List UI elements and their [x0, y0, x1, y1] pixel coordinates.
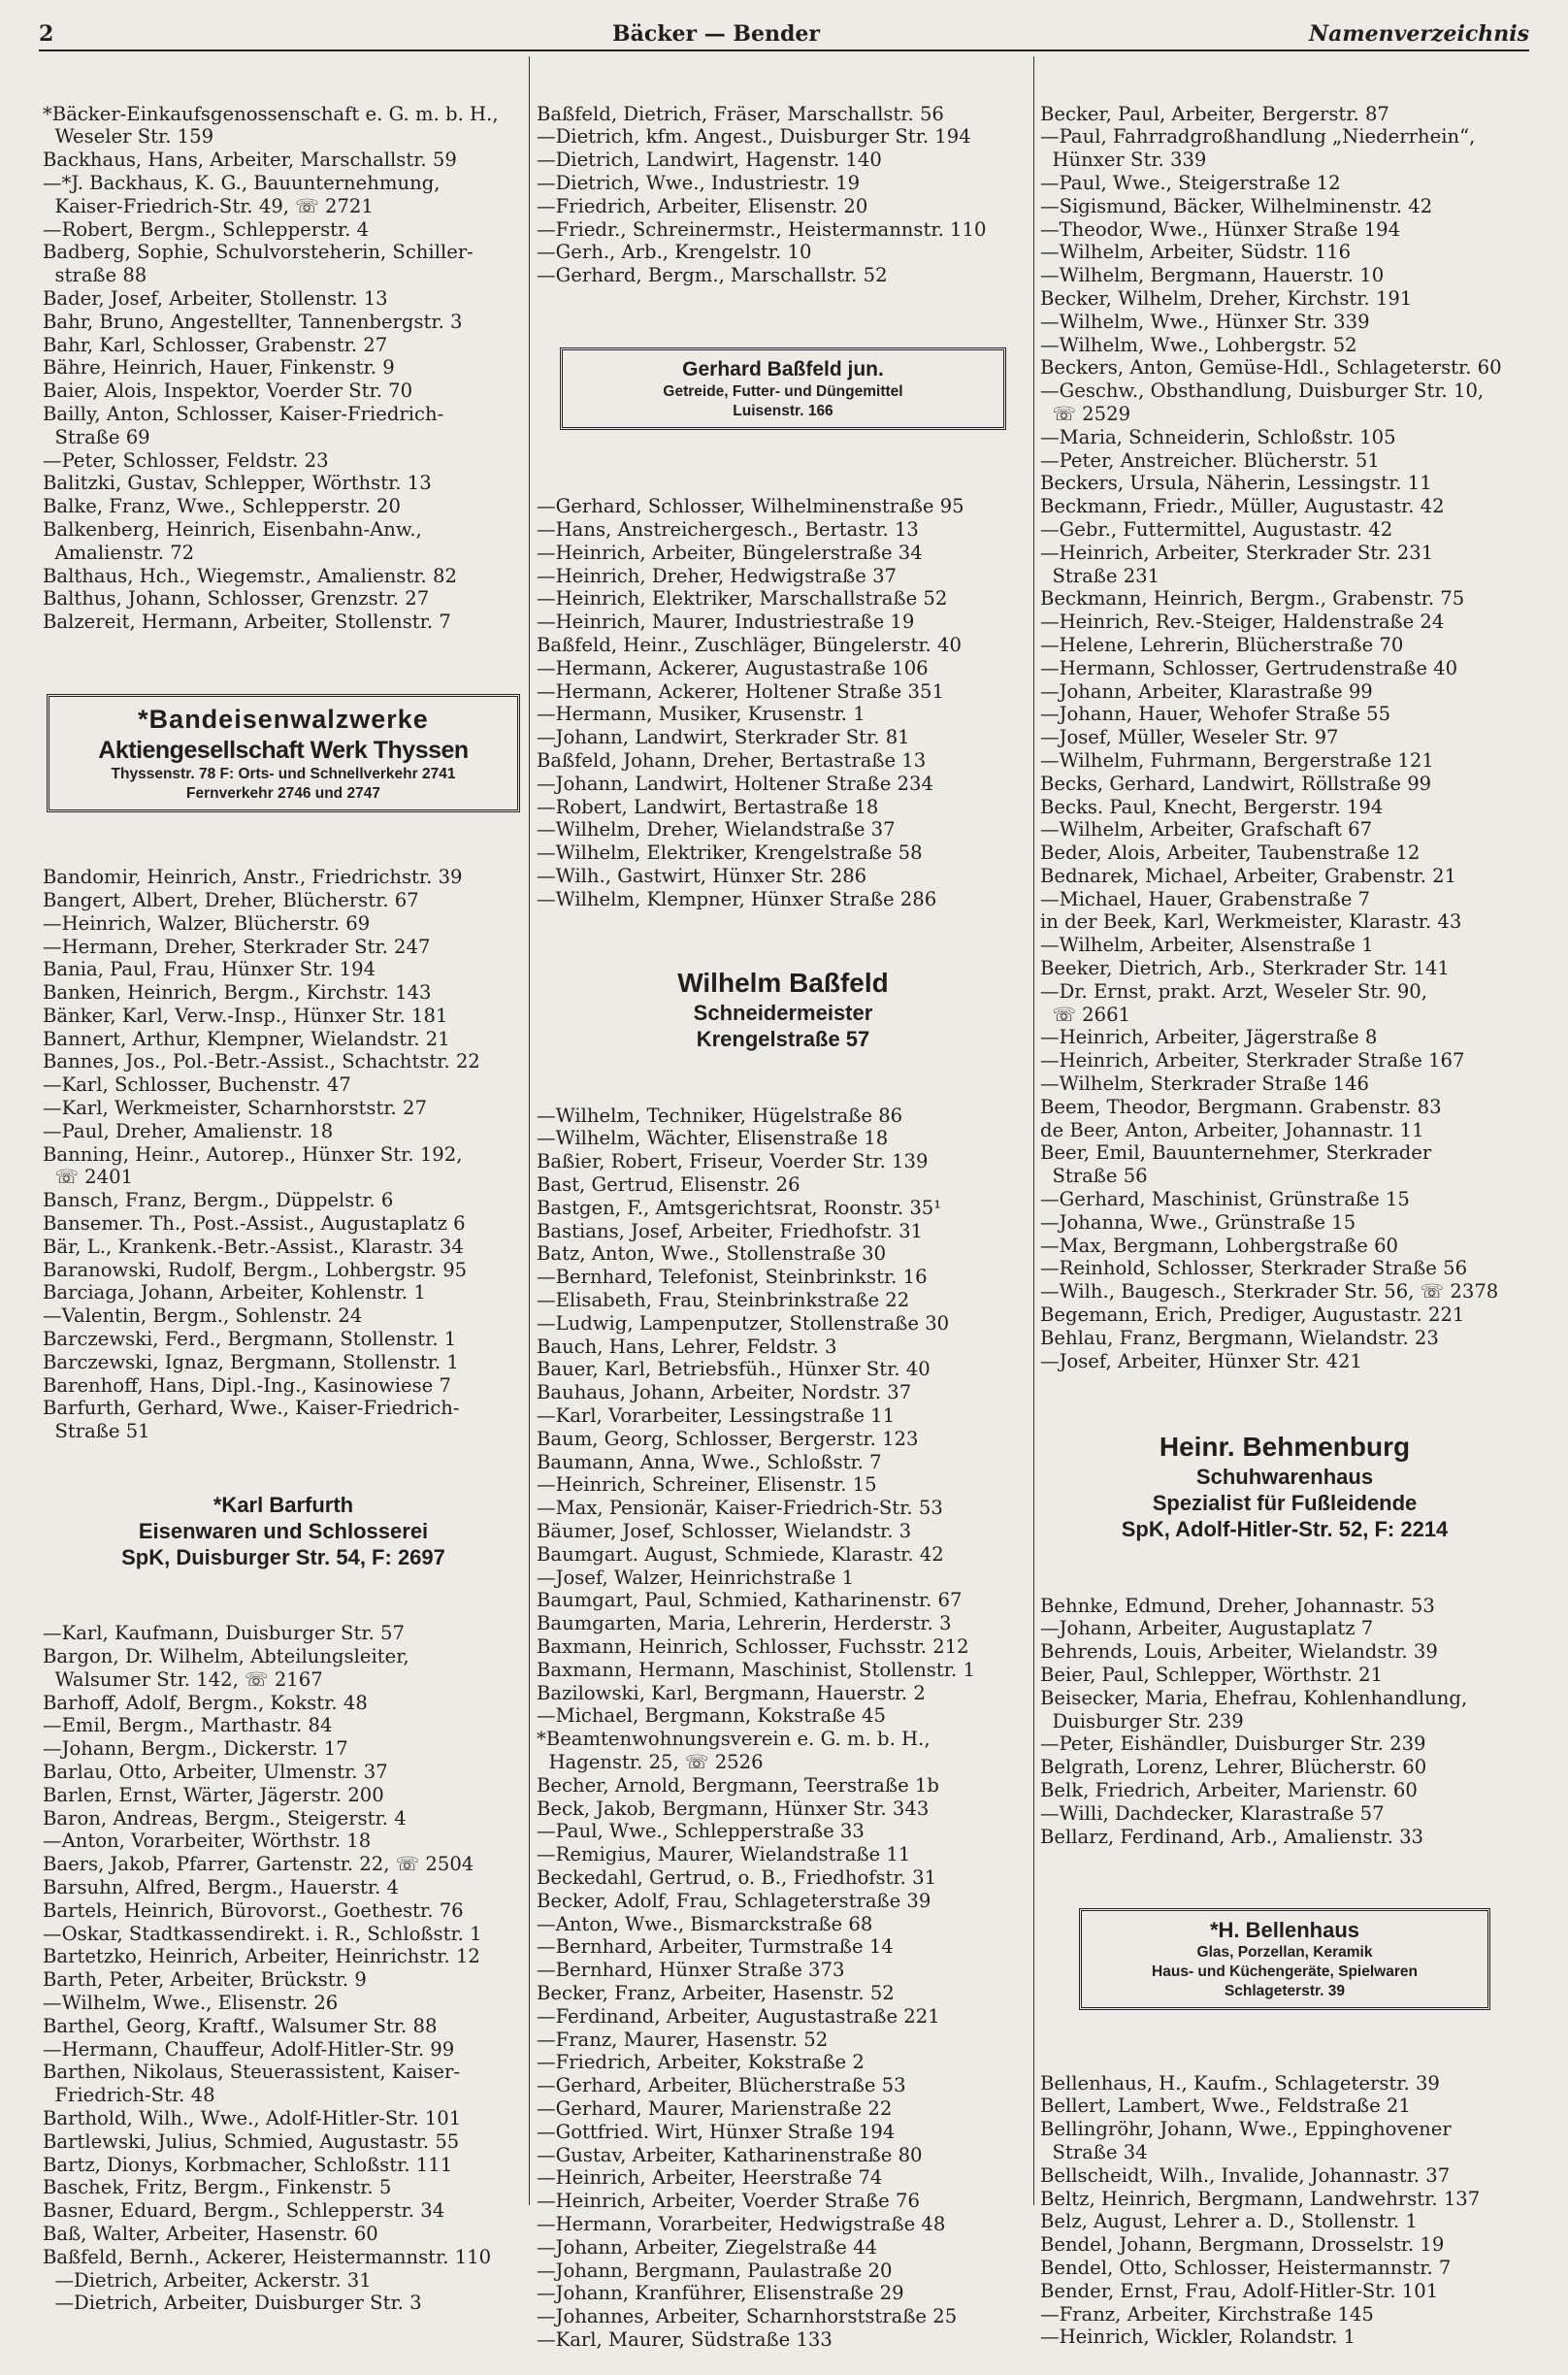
- list-item: Baßfeld, Dietrich, Fräser, Marschallstr. 56: [537, 102, 944, 125]
- list-item: —Hermann, Dreher, Sterkrader Str. 247: [43, 935, 431, 958]
- list-item: Baumgart, Paul, Schmied, Katharinenstr. 67: [537, 1589, 963, 1612]
- list-group: [1040, 2072, 1529, 2350]
- list-item: Balthaus, Hch., Wiegemstr., Amalienstr. 82: [43, 564, 457, 587]
- ad-line: Thyssenstr. 78 F: Orts- und Schnellverkehr 2741: [111, 765, 456, 782]
- list-item: —Helene, Lehrerin, Blücherstraße 70: [1040, 633, 1404, 656]
- list-item: Bahr, Bruno, Angestellter, Tannenbergstr. 3: [43, 310, 463, 333]
- list-item: Bednarek, Michael, Arbeiter, Grabenstr. 21: [1040, 864, 1457, 887]
- list-item: —Elisabeth, Frau, Steinbrinkstraße 22: [537, 1289, 910, 1312]
- list-item: ☏ 2661: [1040, 1003, 1131, 1026]
- list-item: —Michael, Bergmann, Kokstraße 45: [537, 1704, 886, 1728]
- list-item: —Karl, Schlosser, Buchenstr. 47: [43, 1073, 351, 1097]
- list-item: —Heinrich, Arbeiter, Heerstraße 74: [537, 2166, 883, 2190]
- list-item: —Bernhard, Arbeiter, Turmstraße 14: [537, 1935, 894, 1959]
- list-item: —Peter, Eishändler, Duisburger Str. 239: [1040, 1732, 1426, 1756]
- list-item: —Bernhard, Hünxer Straße 373: [537, 1959, 845, 1982]
- section-title: Bäcker — Bender: [612, 21, 820, 47]
- list-item: —Johanna, Wwe., Grünstraße 15: [1040, 1210, 1356, 1234]
- list-item: Bellingröhr, Johann, Wwe., Eppinghovener: [1040, 2118, 1452, 2141]
- list-item: Begemann, Erich, Prediger, Augustastr. 221: [1040, 1303, 1465, 1327]
- list-item: Bendel, Johann, Bergmann, Drosselstr. 19: [1040, 2233, 1445, 2257]
- list-item: —Josef, Arbeiter, Hünxer Str. 421: [1040, 1349, 1362, 1372]
- list-item: —Wilhelm, Elektriker, Krengelstraße 58: [537, 841, 923, 865]
- list-item: Becker, Paul, Arbeiter, Bergerstr. 87: [1040, 102, 1389, 125]
- column-divider: [1033, 56, 1034, 2205]
- list-item: —*J. Backhaus, K. G., Bauunternehmung,: [43, 171, 441, 194]
- list-item: —Wilhelm, Wächter, Elisenstraße 18: [537, 1127, 889, 1150]
- list-item: —Wilhelm, Fuhrmann, Bergerstraße 121: [1040, 748, 1434, 772]
- ad-line: SpK, Adolf-Hitler-Str. 52, F: 2214: [1121, 1517, 1449, 1542]
- ad-karl-barfurth: [43, 1490, 524, 1576]
- list-item: —Anton, Wwe., Bismarckstraße 68: [537, 1912, 873, 1935]
- list-item: Baers, Jakob, Pfarrer, Gartenstr. 22, ☏ 2504: [43, 1853, 474, 1876]
- list-item: Beder, Alois, Arbeiter, Taubenstraße 12: [1040, 841, 1421, 865]
- list-item: Baier, Alois, Inspektor, Voerder Str. 70: [43, 379, 413, 403]
- list-item: Backhaus, Hans, Arbeiter, Marschallstr. 59: [43, 148, 457, 172]
- list-item: Bartetzko, Heinrich, Arbeiter, Heinrichstr. 12: [43, 1945, 480, 1968]
- list-item: Straße 56: [1040, 1165, 1148, 1188]
- list-item: Beckers, Anton, Gemüse-Hdl., Schlageterstr. 60: [1040, 356, 1502, 379]
- list-item: Barthold, Wilh., Wwe., Adolf-Hitler-Str. 101: [43, 2106, 462, 2129]
- list-item: Balkenberg, Heinrich, Eisenbahn-Anw.,: [43, 517, 422, 541]
- list-item: ☏ 2401: [43, 1166, 134, 1189]
- list-item: Bazilowski, Karl, Bergmann, Hauerstr. 2: [537, 1681, 926, 1704]
- list-item: Beier, Paul, Schlepper, Wörthstr. 21: [1040, 1664, 1384, 1686]
- list-group: [43, 866, 524, 1443]
- list-item: Barfurth, Gerhard, Wwe., Kaiser-Friedrich-: [43, 1397, 460, 1420]
- list-item: Bast, Gertrud, Elisenstr. 26: [537, 1173, 800, 1197]
- list-item: Beckedahl, Gertrud, o. B., Friedhofstr. 31: [537, 1865, 937, 1889]
- list-item: Belgrath, Lorenz, Lehrer, Blücherstr. 60: [1040, 1756, 1427, 1779]
- list-item: Barhoff, Adolf, Bergm., Kokstr. 48: [43, 1691, 368, 1714]
- list-item: —Heinrich, Arbeiter, Büngelerstraße 34: [537, 541, 923, 564]
- list-item: Bähre, Heinrich, Hauer, Finkenstr. 9: [43, 356, 395, 379]
- column-1: [43, 56, 524, 2338]
- list-item: —Wilh., Gastwirt, Hünxer Str. 286: [537, 864, 867, 887]
- list-item: Bauch, Hans, Lehrer, Feldstr. 3: [537, 1335, 837, 1358]
- list-item: —Dr. Ernst, prakt. Arzt, Weseler Str. 90,: [1040, 979, 1427, 1003]
- list-item: Balzereit, Hermann, Arbeiter, Stollenstr. 7: [43, 610, 451, 634]
- list-item: —Michael, Hauer, Grabenstraße 7: [1040, 887, 1370, 910]
- list-item: Baßier, Robert, Friseur, Voerder Str. 139: [537, 1150, 929, 1173]
- list-item: —Max, Bergmann, Lohbergstraße 60: [1040, 1234, 1398, 1257]
- list-item: Beltz, Heinrich, Bergmann, Landwehrstr. 137: [1040, 2187, 1481, 2210]
- list-item: Bansemer. Th., Post.-Assist., Augustaplatz 6: [43, 1212, 466, 1236]
- list-item: Bartz, Dionys, Korbmacher, Schloßstr. 111: [43, 2153, 453, 2176]
- list-item: —Reinhold, Schlosser, Sterkrader Straße 56: [1040, 1257, 1468, 1280]
- ad-line: Gerhard Baßfeld jun.: [682, 357, 884, 380]
- list-item: Barciaga, Johann, Arbeiter, Kohlenstr. 1: [43, 1281, 426, 1304]
- list-item: Bellert, Lambert, Wwe., Feldstraße 21: [1040, 2095, 1411, 2118]
- list-item: —Max, Pensionär, Kaiser-Friedrich-Str. 53: [537, 1497, 943, 1520]
- list-item: —Robert, Bergm., Schlepperstr. 4: [43, 217, 370, 241]
- list-item: —Valentin, Bergm., Sohlenstr. 24: [43, 1304, 363, 1328]
- list-item: —Gerh., Arb., Krengelstr. 10: [537, 241, 812, 264]
- list-item: Becks, Gerhard, Landwirt, Röllstraße 99: [1040, 772, 1432, 795]
- list-item: —Johann, Arbeiter, Ziegelstraße 44: [537, 2235, 878, 2259]
- list-item: —Paul, Dreher, Amalienstr. 18: [43, 1119, 334, 1142]
- list-item: —Maria, Schneiderin, Schloßstr. 105: [1040, 425, 1396, 448]
- list-item: Barthen, Nikolaus, Steuerassistent, Kaiser-: [43, 2061, 461, 2084]
- list-item: Hünxer Str. 339: [1040, 148, 1207, 172]
- list-item: Baxmann, Heinrich, Schlosser, Fuchsstr. 212: [537, 1635, 969, 1659]
- list-item: —Wilhelm, Wwe., Hünxer Str. 339: [1040, 310, 1370, 333]
- list-item: Barczewski, Ignaz, Bergmann, Stollenstr. 1: [43, 1350, 459, 1373]
- list-item: —Wilhelm, Klempner, Hünxer Straße 286: [537, 887, 937, 910]
- list-item: Baum, Georg, Schlosser, Bergerstr. 123: [537, 1427, 919, 1450]
- list-item: —Ferdinand, Arbeiter, Augustastraße 221: [537, 2004, 940, 2028]
- list-item: Becker, Adolf, Frau, Schlageterstraße 39: [537, 1889, 931, 1912]
- list-item: Bender, Ernst, Frau, Adolf-Hitler-Str. 101: [1040, 2279, 1439, 2302]
- list-item: Balthus, Johann, Schlosser, Grenzstr. 27: [43, 587, 430, 610]
- list-group: [43, 1622, 524, 2315]
- list-item: —Dietrich, Arbeiter, Ackerstr. 31: [43, 2268, 372, 2292]
- list-item: Barsuhn, Alfred, Bergm., Hauerstr. 4: [43, 1875, 400, 1898]
- list-item: Barlau, Otto, Arbeiter, Ulmenstr. 37: [43, 1761, 388, 1783]
- list-item: Barczewski, Ferd., Bergmann, Stollenstr. 1: [43, 1328, 457, 1351]
- ad-line: Schneidermeister: [693, 1001, 873, 1026]
- list-item: Baß, Walter, Arbeiter, Hasenstr. 60: [43, 2222, 378, 2245]
- list-group: [537, 103, 1029, 287]
- list-item: —Wilh., Baugesch., Sterkrader Str. 56, ☏ 2378: [1040, 1280, 1499, 1303]
- list-item: Becher, Arnold, Bergmann, Teerstraße 1b: [537, 1773, 939, 1797]
- list-item: —Hermann, Vorarbeiter, Hedwigstraße 48: [537, 2212, 946, 2235]
- list-item: straße 88: [43, 264, 147, 287]
- ad-line: Haus- und Küchengeräte, Spielwaren: [1152, 1963, 1418, 1980]
- ad-line: Krengelstraße 57: [696, 1027, 870, 1052]
- list-item: —Gerhard, Maurer, Marienstraße 22: [537, 2096, 893, 2120]
- list-item: —Heinrich, Arbeiter, Sterkrader Straße 167: [1040, 1049, 1465, 1072]
- list-item: Bannes, Jos., Pol.-Betr.-Assist., Schachtstr. 22: [43, 1050, 480, 1073]
- list-item: Bänker, Karl, Verw.-Insp., Hünxer Str. 181: [43, 1004, 448, 1027]
- list-item: Barenhoff, Hans, Dipl.-Ing., Kasinowiese 7: [43, 1373, 451, 1397]
- list-item: —Heinrich, Arbeiter, Sterkrader Str. 231: [1040, 541, 1434, 564]
- ad-line: Glas, Porzellan, Keramik: [1196, 1943, 1373, 1961]
- list-item: —Hermann, Ackerer, Holtener Straße 351: [537, 679, 944, 703]
- list-item: —Gerhard, Schlosser, Wilhelminenstraße 95: [537, 495, 964, 518]
- list-item: —Wilhelm, Techniker, Hügelstraße 86: [537, 1104, 903, 1127]
- list-item: —Paul, Wwe., Steigerstraße 12: [1040, 171, 1341, 194]
- list-item: —Hermann, Ackerer, Augustastraße 106: [537, 656, 929, 679]
- list-item: —Dietrich, Wwe., Industriestr. 19: [537, 171, 861, 194]
- list-item: Banken, Heinrich, Bergm., Kirchstr. 143: [43, 981, 432, 1005]
- list-item: —Karl, Maurer, Südstraße 133: [537, 2327, 833, 2351]
- ad-wilhelm-bassfeld: [537, 957, 1029, 1058]
- list-item: Bandomir, Heinrich, Anstr., Friedrichstr. 39: [43, 866, 463, 889]
- list-item: Batz, Anton, Wwe., Stollenstraße 30: [537, 1242, 887, 1266]
- list-group: [537, 495, 1029, 910]
- list-item: Baßfeld, Johann, Dreher, Bertastraße 13: [537, 748, 927, 772]
- list-item: Barth, Peter, Arbeiter, Brückstr. 9: [43, 1968, 367, 1992]
- list-item: Weseler Str. 159: [43, 125, 214, 148]
- list-item: —Johann, Bergmann, Paulastraße 20: [537, 2259, 893, 2282]
- list-item: —Johannes, Arbeiter, Scharnhorststraße 25: [537, 2305, 958, 2328]
- list-item: Becker, Franz, Arbeiter, Hasenstr. 52: [537, 1981, 895, 2004]
- list-item: —Karl, Kaufmann, Duisburger Str. 57: [43, 1622, 405, 1645]
- list-item: —Heinrich, Maurer, Industriestraße 19: [537, 610, 915, 634]
- ad-line: *H. Bellenhaus: [1209, 1917, 1360, 1942]
- list-item: Bargon, Dr. Wilhelm, Abteilungsleiter,: [43, 1645, 409, 1668]
- list-item: —Wilhelm, Dreher, Wielandstraße 37: [537, 818, 896, 841]
- column-3: [1040, 56, 1529, 2372]
- list-item: Bailly, Anton, Schlosser, Kaiser-Friedrich-: [43, 402, 444, 425]
- list-item: Bannert, Arthur, Klempner, Wielandstr. 21: [43, 1027, 450, 1050]
- list-item: —Johann, Arbeiter, Klarastraße 99: [1040, 679, 1373, 703]
- column-divider: [529, 56, 530, 2205]
- list-item: Basner, Eduard, Bergm., Schlepperstr. 34: [43, 2199, 445, 2223]
- ad-line: Schuhwarenhaus: [1195, 1465, 1374, 1490]
- list-item: —Oskar, Stadtkassendirekt. i. R., Schloßstr. 1: [43, 1922, 482, 1945]
- ad-line: Spezialist für Fußleidende: [1152, 1491, 1418, 1516]
- list-item: Baxmann, Hermann, Maschinist, Stollenstr. 1: [537, 1658, 975, 1681]
- ad-line: Heinr. Behmenburg: [1159, 1432, 1411, 1463]
- list-item: Beckmann, Friedr., Müller, Augustastr. 42: [1040, 495, 1445, 518]
- ad-line: SpK, Duisburger Str. 54, F: 2697: [121, 1544, 445, 1569]
- ad-line: Schlageterstr. 39: [1224, 1982, 1346, 1999]
- list-item: —Paul, Wwe., Schlepperstraße 33: [537, 1820, 865, 1843]
- list-item: Beck, Jakob, Bergmann, Hünxer Str. 343: [537, 1797, 930, 1820]
- list-item: —Heinrich, Arbeiter, Jägerstraße 8: [1040, 1026, 1378, 1049]
- ad-line: Fernverkehr 2746 und 2747: [186, 784, 380, 802]
- ad-gerhard-bassfeld: [560, 347, 1006, 430]
- list-item: Bär, L., Krankenk.-Betr.-Assist., Klarastr. 34: [43, 1235, 464, 1258]
- list-group: [1040, 1595, 1529, 1849]
- list-item: —Gerhard, Maschinist, Grünstraße 15: [1040, 1188, 1410, 1211]
- list-item: Balitzki, Gustav, Schlepper, Wörthstr. 13: [43, 472, 432, 495]
- list-item: —Johann, Arbeiter, Augustaplatz 7: [1040, 1617, 1374, 1640]
- list-item: Beem, Theodor, Bergmann. Grabenstr. 83: [1040, 1095, 1442, 1118]
- list-item: —Gebr., Futtermittel, Augustastr. 42: [1040, 517, 1393, 541]
- list-item: —Dietrich, Landwirt, Hagenstr. 140: [537, 148, 882, 172]
- list-item: de Beer, Anton, Arbeiter, Johannastr. 11: [1040, 1118, 1424, 1141]
- list-item: Straße 34: [1040, 2140, 1148, 2163]
- list-item: *Bäcker-Einkaufsgenossenschaft e. G. m. b. H.,: [43, 102, 499, 125]
- list-item: —Wilhelm, Wwe., Lohbergstr. 52: [1040, 333, 1357, 356]
- list-item: *Beamtenwohnungsverein e. G. m. b. H.,: [537, 1728, 931, 1751]
- ad-line: Luisenstr. 166: [733, 402, 833, 419]
- list-item: —Karl, Vorarbeiter, Lessingstraße 11: [537, 1404, 896, 1428]
- list-item: —Hermann, Musiker, Krusenstr. 1: [537, 703, 866, 726]
- list-item: —Bernhard, Telefonist, Steinbrinkstr. 16: [537, 1266, 928, 1289]
- list-item: Beckmann, Heinrich, Bergm., Grabenstr. 75: [1040, 587, 1465, 610]
- ad-line: Eisenwaren und Schlosserei: [138, 1518, 429, 1543]
- list-item: in der Beek, Karl, Werkmeister, Klarastr. 43: [1040, 910, 1462, 934]
- list-item: Behrends, Louis, Arbeiter, Wielandstr. 39: [1040, 1640, 1438, 1664]
- ad-line: *Bandeisenwalzwerke: [138, 704, 429, 734]
- list-item: —Wilhelm, Sterkrader Straße 146: [1040, 1072, 1370, 1096]
- list-item: Amalienstr. 72: [43, 541, 195, 564]
- list-item: —Wilhelm, Wwe., Elisenstr. 26: [43, 1991, 339, 2014]
- list-item: —Emil, Bergm., Marthastr. 84: [43, 1714, 333, 1737]
- ad-line: Wilhelm Baßfeld: [677, 968, 889, 999]
- list-item: —Wilhelm, Arbeiter, Grafschaft 67: [1040, 818, 1373, 841]
- list-item: Becks. Paul, Knecht, Bergerstr. 194: [1040, 795, 1384, 818]
- list-group: [43, 103, 524, 634]
- ad-h-bellenhaus: [1079, 1908, 1490, 2010]
- list-item: —Heinrich, Wickler, Rolandstr. 1: [1040, 2326, 1356, 2349]
- list-item: —Robert, Landwirt, Bertastraße 18: [537, 795, 879, 818]
- ad-line: *Karl Barfurth: [212, 1492, 354, 1517]
- list-item: Bauhaus, Johann, Arbeiter, Nordstr. 37: [537, 1381, 912, 1404]
- list-item: Baßfeld, Bernh., Ackerer, Heistermannstr. 110: [43, 2245, 492, 2268]
- list-item: Bellarz, Ferdinand, Arb., Amalienstr. 33: [1040, 1825, 1424, 1848]
- list-item: —Heinrich, Arbeiter, Voerder Straße 76: [537, 2190, 920, 2213]
- list-item: —Wilhelm, Arbeiter, Südstr. 116: [1040, 241, 1352, 264]
- list-item: —Remigius, Maurer, Wielandstraße 11: [537, 1843, 911, 1866]
- list-item: Baumann, Anna, Wwe., Schloßstr. 7: [537, 1450, 882, 1473]
- list-item: Beisecker, Maria, Ehefrau, Kohlenhandlung,: [1040, 1686, 1468, 1709]
- list-item: Kaiser-Friedrich-Str. 49, ☏ 2721: [43, 194, 374, 217]
- list-item: —Peter, Anstreicher. Blücherstr. 51: [1040, 448, 1380, 472]
- list-item: Bastgen, F., Amtsgerichtsrat, Roonstr. 35¹: [537, 1196, 942, 1219]
- list-item: Duisburger Str. 239: [1040, 1709, 1244, 1732]
- list-item: Behlau, Franz, Bergmann, Wielandstr. 23: [1040, 1326, 1439, 1349]
- list-item: —Heinrich, Rev.-Steiger, Haldenstraße 24: [1040, 610, 1445, 634]
- directory-title: Namenverzeichnis: [1309, 21, 1529, 47]
- list-item: Bellscheidt, Wilh., Invalide, Johannastr. 37: [1040, 2163, 1451, 2187]
- list-item: Bäumer, Josef, Schlosser, Wielandstr. 3: [537, 1520, 912, 1543]
- list-item: Bansch, Franz, Bergm., Düppelstr. 6: [43, 1189, 394, 1212]
- list-group: [537, 1105, 1029, 2352]
- list-item: Baron, Andreas, Bergm., Steigerstr. 4: [43, 1806, 407, 1830]
- list-item: Beer, Emil, Bauunternehmer, Sterkrader: [1040, 1141, 1432, 1165]
- column-2: [537, 56, 1029, 2375]
- list-item: Bartels, Heinrich, Bürovorst., Goethestr. 76: [43, 1898, 464, 1922]
- list-item: Straße 69: [43, 425, 150, 448]
- list-item: Baßfeld, Heinr., Zuschläger, Büngelerstr. 40: [537, 633, 962, 656]
- list-item: —Ludwig, Lampenputzer, Stollenstraße 30: [537, 1311, 950, 1335]
- list-item: Bania, Paul, Frau, Hünxer Str. 194: [43, 958, 376, 981]
- ad-line: Aktiengesellschaft Werk Thyssen: [98, 736, 469, 764]
- list-item: —Willi, Dachdecker, Klarastraße 57: [1040, 1801, 1385, 1825]
- list-item: Belk, Friedrich, Arbeiter, Marienstr. 60: [1040, 1778, 1418, 1801]
- list-item: —Peter, Schlosser, Feldstr. 23: [43, 448, 329, 472]
- list-item: —Karl, Werkmeister, Scharnhorststr. 27: [43, 1097, 427, 1120]
- ad-line: Getreide, Futter- und Düngemittel: [663, 382, 903, 400]
- list-item: Bauer, Karl, Betriebsfüh., Hünxer Str. 40: [537, 1358, 931, 1381]
- list-item: Barthel, Georg, Kraftf., Walsumer Str. 88: [43, 2014, 438, 2037]
- list-item: —Josef, Müller, Weseler Str. 97: [1040, 726, 1339, 749]
- list-item: —Heinrich, Walzer, Blücherstr. 69: [43, 911, 371, 935]
- page-number: 2: [39, 21, 54, 47]
- list-item: —Franz, Arbeiter, Kirchstraße 145: [1040, 2302, 1374, 2326]
- list-item: —Anton, Vorarbeiter, Wörthstr. 18: [43, 1830, 372, 1853]
- list-item: Friedrich-Str. 48: [43, 2084, 215, 2107]
- list-item: Banning, Heinr., Autorep., Hünxer Str. 192,: [43, 1142, 463, 1166]
- list-item: Bader, Josef, Arbeiter, Stollenstr. 13: [43, 286, 388, 310]
- list-item: ☏ 2529: [1040, 402, 1131, 425]
- list-item: —Friedrich, Arbeiter, Elisenstr. 20: [537, 194, 868, 217]
- list-item: Straße 51: [43, 1420, 150, 1443]
- list-item: Bastians, Josef, Arbeiter, Friedhofstr. 31: [537, 1219, 924, 1242]
- list-item: —Gerhard, Arbeiter, Blücherstraße 53: [537, 2074, 906, 2097]
- list-item: Walsumer Str. 142, ☏ 2167: [43, 1667, 323, 1691]
- list-item: —Theodor, Wwe., Hünxer Straße 194: [1040, 217, 1401, 241]
- list-item: Straße 231: [1040, 564, 1160, 587]
- page-header: [39, 17, 1529, 51]
- list-item: —Heinrich, Elektriker, Marschallstraße 52: [537, 587, 948, 610]
- ad-bandeisenwalzwerke: [47, 694, 520, 812]
- list-item: —Friedr., Schreinermstr., Heistermannstr. 110: [537, 217, 987, 241]
- list-item: —Franz, Maurer, Hasenstr. 52: [537, 2028, 829, 2051]
- list-item: —Josef, Walzer, Heinrichstraße 1: [537, 1566, 855, 1589]
- list-item: —Dietrich, Arbeiter, Duisburger Str. 3: [43, 2292, 422, 2315]
- list-item: —Paul, Fahrradgroßhandlung „Niederrhein“,: [1040, 125, 1476, 148]
- list-item: —Dietrich, kfm. Angest., Duisburger Str. 194: [537, 125, 971, 148]
- list-item: Bendel, Otto, Schlosser, Heistermannstr. 7: [1040, 2256, 1452, 2279]
- list-item: —Geschw., Obsthandlung, Duisburger Str. 10,: [1040, 379, 1485, 403]
- list-item: Becker, Wilhelm, Dreher, Kirchstr. 191: [1040, 286, 1413, 310]
- list-item: Baschek, Fritz, Bergm., Finkenstr. 5: [43, 2176, 392, 2199]
- list-item: —Johann, Landwirt, Sterkrader Str. 81: [537, 726, 910, 749]
- list-item: —Heinrich, Schreiner, Elisenstr. 15: [537, 1473, 877, 1497]
- list-item: —Hermann, Schlosser, Gertrudenstraße 40: [1040, 656, 1458, 679]
- list-item: Hagenstr. 25, ☏ 2526: [537, 1751, 764, 1773]
- list-item: Beeker, Dietrich, Arb., Sterkrader Str. 141: [1040, 957, 1450, 980]
- list-item: Bangert, Albert, Dreher, Blücherstr. 67: [43, 888, 419, 911]
- list-item: Belz, August, Lehrer a. D., Stollenstr. 1: [1040, 2210, 1418, 2233]
- list-item: —Wilhelm, Arbeiter, Alsenstraße 1: [1040, 934, 1374, 957]
- ad-heinr-behmenburg: [1040, 1419, 1529, 1548]
- list-item: —Gustav, Arbeiter, Katharinenstraße 80: [537, 2143, 923, 2166]
- list-item: Balke, Franz, Wwe., Schlepperstr. 20: [43, 495, 401, 518]
- list-item: —Heinrich, Dreher, Hedwigstraße 37: [537, 564, 898, 587]
- list-item: —Hermann, Chauffeur, Adolf-Hitler-Str. 99: [43, 2037, 455, 2061]
- list-item: Bellenhaus, H., Kaufm., Schlageterstr. 39: [1040, 2071, 1440, 2095]
- list-item: Bartlewski, Julius, Schmied, Augustastr. 55: [43, 2129, 460, 2153]
- list-item: Behnke, Edmund, Dreher, Johannastr. 53: [1040, 1594, 1435, 1617]
- list-item: —Gottfried. Wirt, Hünxer Straße 194: [537, 2120, 896, 2143]
- list-item: —Johann, Bergm., Dickerstr. 17: [43, 1737, 348, 1761]
- list-item: —Johann, Kranführer, Elisenstraße 29: [537, 2282, 904, 2305]
- list-item: Barlen, Ernst, Wärter, Jägerstr. 200: [43, 1783, 384, 1806]
- list-item: —Sigismund, Bäcker, Wilhelminenstr. 42: [1040, 194, 1433, 217]
- list-item: —Johann, Hauer, Wehofer Straße 55: [1040, 703, 1391, 726]
- list-item: Badberg, Sophie, Schulvorsteherin, Schiller-: [43, 241, 474, 264]
- list-item: —Hans, Anstreichergesch., Bertastr. 13: [537, 517, 919, 541]
- list-item: Bahr, Karl, Schlosser, Grabenstr. 27: [43, 333, 388, 356]
- list-item: —Friedrich, Arbeiter, Kokstraße 2: [537, 2051, 865, 2074]
- list-item: —Johann, Landwirt, Holtener Straße 234: [537, 772, 933, 795]
- list-item: Baumgart. August, Schmiede, Klarastr. 42: [537, 1542, 944, 1566]
- list-group: [1040, 103, 1529, 1373]
- list-item: Baranowski, Rudolf, Bergm., Lohbergstr. 95: [43, 1258, 468, 1281]
- list-item: —Wilhelm, Bergmann, Hauerstr. 10: [1040, 264, 1385, 287]
- list-item: Beckers, Ursula, Näherin, Lessingstr. 11: [1040, 472, 1432, 495]
- list-item: Baumgarten, Maria, Lehrerin, Herderstr. 3: [537, 1612, 952, 1635]
- list-item: —Gerhard, Bergm., Marschallstr. 52: [537, 264, 888, 287]
